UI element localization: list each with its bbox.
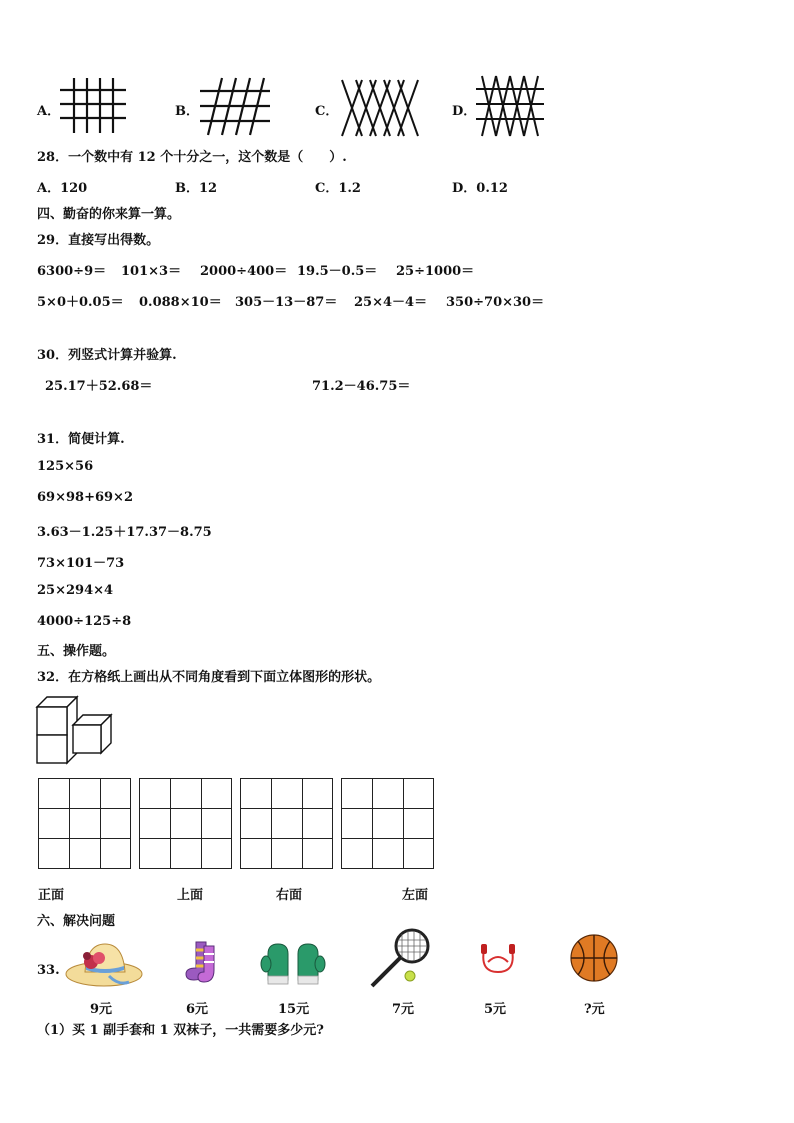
q31-item-2: 69×98+69×2 [37, 490, 133, 505]
q28-option-c: C．1.2 [315, 181, 361, 196]
q31-item-1: 125×56 [37, 459, 94, 474]
q29-r1-c2: 101×3＝ [121, 264, 182, 279]
question-28-stem: 28．一个数中有 12 个十分之一，这个数是（ ）. [37, 150, 347, 165]
figure-b-slanted-grid [200, 78, 270, 135]
option-c-label: C． [315, 104, 339, 119]
socks-icon [180, 940, 220, 984]
q29-r1-c1: 6300÷9＝ [37, 264, 107, 279]
q29-r2-c3: 305－13－87＝ [235, 295, 338, 310]
q29-r2-c1: 5×0＋0.05＝ [37, 295, 124, 310]
question-33-number: 33. [37, 963, 60, 978]
q29-r1-c5: 25÷1000＝ [396, 264, 475, 279]
view-label-left: 左面 [402, 888, 429, 903]
price-jump-rope: 5元 [484, 1002, 507, 1017]
q33-subquestion-1: （1）买 1 副手套和 1 双袜子，一共需要多少元? [37, 1023, 324, 1038]
price-hat: 9元 [90, 1002, 113, 1017]
q29-r1-c4: 19.5－0.5＝ [297, 264, 378, 279]
question-30-stem: 30．列竖式计算并验算. [37, 348, 177, 363]
price-basketball: ?元 [584, 1002, 605, 1017]
q28-option-b: B．12 [175, 181, 218, 196]
option-a-label: A． [37, 104, 61, 119]
option-b-label: B． [175, 104, 199, 119]
grid-top-view[interactable] [139, 778, 232, 869]
q28-option-d: D．0.12 [452, 181, 508, 196]
q31-item-6: 4000÷125÷8 [37, 614, 132, 629]
tennis-racket-icon [368, 928, 432, 990]
q29-r1-c3: 2000÷400＝ [200, 264, 288, 279]
q31-item-4: 73×101－73 [37, 556, 125, 571]
grid-front-view[interactable] [38, 778, 131, 869]
q29-r2-c2: 0.088×10＝ [139, 295, 222, 310]
grid-left-view[interactable] [341, 778, 434, 869]
figure-a-grid [60, 78, 126, 133]
question-29-stem: 29．直接写出得数。 [37, 233, 160, 248]
figure-d-crossing-grid [476, 76, 544, 136]
section-4-heading: 四、勤奋的你来算一算。 [37, 207, 181, 222]
mittens-icon [262, 940, 324, 986]
price-racket: 7元 [392, 1002, 415, 1017]
q30-item-1: 25.17＋52.68＝ [45, 379, 153, 394]
question-31-stem: 31．简便计算. [37, 432, 125, 447]
basketball-icon [570, 934, 618, 982]
hat-icon [65, 936, 143, 988]
section-5-heading: 五、操作题。 [37, 644, 116, 659]
q29-r2-c4: 25×4－4＝ [354, 295, 428, 310]
grid-right-view[interactable] [240, 778, 333, 869]
price-mittens: 15元 [278, 1002, 310, 1017]
section-6-heading: 六、解决问题 [37, 914, 116, 929]
view-label-right: 右面 [276, 888, 303, 903]
q28-option-a: A．120 [37, 181, 88, 196]
q31-item-3: 3.63－1.25＋17.37－8.75 [37, 525, 212, 540]
view-label-top: 上面 [177, 888, 204, 903]
q31-item-5: 25×294×4 [37, 583, 114, 598]
cube-solid-figure [37, 697, 117, 767]
figure-c-crossing-lines [340, 80, 420, 136]
question-32-stem: 32．在方格纸上画出从不同角度看到下面立体图形的形状。 [37, 670, 381, 685]
price-socks: 6元 [186, 1002, 209, 1017]
option-d-label: D． [452, 104, 477, 119]
q29-r2-c5: 350÷70×30＝ [446, 295, 545, 310]
jump-rope-icon [478, 942, 518, 978]
view-label-front: 正面 [38, 888, 65, 903]
q30-item-2: 71.2－46.75＝ [312, 379, 411, 394]
